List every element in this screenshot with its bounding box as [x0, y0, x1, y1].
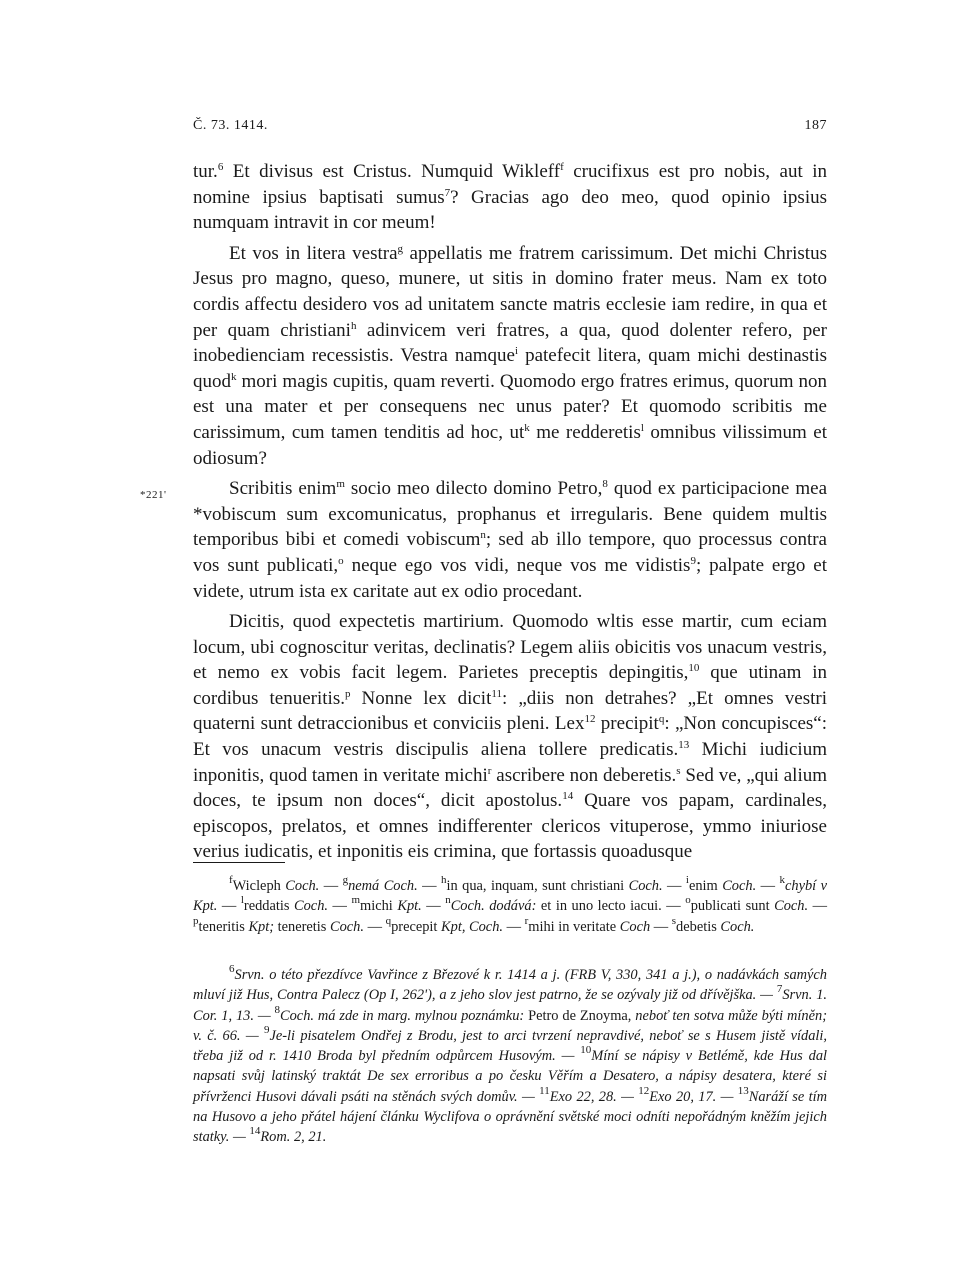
- note-ref: q: [658, 713, 665, 726]
- note-ref: i: [515, 345, 519, 358]
- note-ref: 6: [217, 161, 224, 173]
- note-ref: 11: [491, 687, 502, 700]
- note-ref: s: [676, 764, 681, 777]
- note-ref: r: [487, 764, 492, 777]
- note-ref: m: [336, 478, 345, 491]
- note-ref: 13: [678, 739, 690, 752]
- header-document-number: Č. 73. 1414.: [193, 118, 268, 133]
- paragraph-4: Dicitis, quod expectetis martirium. Quomodo wltis esse martir, cum eciam locum, ubi cognoscitur veritas, declinatis? Legem aliis obicitis vos unacum vestris, et nemo ex vobis facit legem. Parietes preceptis depingitis,$^{10}$ que utinam in cordibus tenueritis.$^p$ Nonne lex dicit$^{11}$: „diis non detrahes? „Et omnes vestri quaterni sunt detraccionibus et conviciis pleni. Lex$^{12}$ precipit$^q$: „Non concupisces“: Et vos unacum vestris discipulis aliena tollere predicatis.$^{13}$ Michi iudicium inponitis, quod tamen in veritate michi$^r$ ascribere non deberetis.$^s$ Sed ve, „qui alium doces, te ipsum non doces“, dicit apostolus.$^{14}$ Quare vos papam, cardinales, episcopos, prelatos, et omnes indifferenter clericos vituperose, ymmo iniuriose verius iudicatis, et inponitis eis crimina, que fortassis quoadusque: [193, 611, 828, 863]
- note-ref: l: [640, 421, 644, 434]
- note-ref: n: [480, 529, 486, 542]
- note-ref: h: [350, 319, 357, 332]
- apparatus-notes: $^f$Wicleph Coch. — $^g$nemá Coch. — $^h$in qua, inquam, sunt christiani Coch. — $^i$enim Coch. — $^k$chybí v Kpt. — $^l$reddatis Coch. — $^m$michi Kpt. — $^n$Coch. dodává: et in uno lecto iacui. — $^o$publicati sunt Coch. — $^p$teneritis Kpt; teneretis Coch. — $^q$precepit Kpt, Coch. — $^r$mihi in veritate Coch — $^s$debetis Coch.: [193, 874, 828, 935]
- paragraph-3: Scribitis enim$^m$ socio meo dilecto domino Petro,$^8$ quod ex participacione mea *vobiscum sum excomunicatus, prophanus et irregularis. Bene quidem multis temporibus bibi et comedi vobiscum$^n$; sed ab illo tempore, quo processus contra vos sunt publicati,$^o$ neque ego vos vidi, neque vos me vidistis$^9$; palpate ergo et videte, utrum ista ex caritate aut ex odio procedant.: [193, 478, 828, 602]
- commentary-notes: [193, 965, 827, 1148]
- paragraph-2: Et vos in litera vestra$^g$ appellatis me fratrem carissimum. Det michi Christus Jesus pro magno, queso, munere, ut sitis in domino frater meus. Nam ex toto cordis affectu desidero vos ad unitatem sancte matris ecclesie iam redire, in qua et per quam christiani$^h$ adinvicem veri fratres, a qua, quod dolenter refero, per inobedienciam recessistis. Vestra namque$^i$ patefecit litera, quam michi destinastis quod$^k$ mori magis cupitis, quam reverti. Quomodo ergo fratres erimus, quorum non est una mater et per consequens nec unus pater? Et quomodo scribitis me carissimum, cum tamen tenditis ad hoc, $ut^k$ me redderetis$^l$ omnibus vilissimum et odiosum?: [193, 242, 828, 469]
- note-ref: k: [524, 421, 530, 434]
- note-ref: p: [344, 687, 351, 700]
- footnote-divider: [193, 862, 285, 863]
- page-number: 187: [804, 118, 827, 133]
- note-ref: 10: [688, 662, 700, 675]
- margin-folio-note: *221': [140, 489, 167, 501]
- note-ref: f: [560, 161, 564, 173]
- commentary-paragraph: $^6$Srvn. o této přezdívce Vavřince z Březové k r. 1414 a j. (FRB V, 330, 341 a j.), o nadávkách samých mluví již Hus, Contra Palecz (Op I, 262'), a z jeho slov jest patrno, že se ozývaly již od dřívějška. — $^7$Srvn. 1. Cor. 1, 13. — $^8$Coch. má zde in marg. mylnou poznámku: Petro de Znoyma, neboť ten sotva může býti míněn; v. č. 66. — $^9$Je-li pisatelem Ondřej z Brodu, jest to arci tvrzení nepravdivé, neboť se s Husem jistě vídali, třeba již od r. 1410 Broda byl předním odpůrcem Husovým. — $^{10}$Míní se nápisy v Betlémě, kde Hus dal napsati svůj latinský traktát De sex erroribus a po česku Věřím a Desatero, a nápisy desatera, které si přívrženci Husovi dávali psáti na stěnách svých domův. — $^{11}$Exo 22, 28. — $^{12}$Exo 20, 17. — $^{13}$Naráží se tím na Husovo a jeho přátel hájení článku Wyclifova o oprávnění světské moci odníti nepořádným kněžím jejich statky. — $^{14}$Rom. 2, 21.: [193, 963, 828, 1146]
- note-ref: 8: [602, 478, 608, 491]
- textual-apparatus: [193, 876, 827, 937]
- main-text: [193, 159, 827, 870]
- note-ref: g: [397, 242, 404, 255]
- paragraph-1: tur.$^6$ Et divisus est Cristus. Numquid Wikleff$^f$ crucifixus est pro nobis, aut in nomine ipsius baptisati sumus$^7$? Gracias ago deo meo, quod opinio ipsius numquam intravit in cor meum!: [193, 161, 827, 234]
- note-ref: k: [231, 370, 237, 383]
- note-ref: 7: [444, 186, 451, 199]
- note-ref: 14: [562, 790, 574, 803]
- note-ref: 9: [690, 554, 696, 567]
- note-ref: 12: [584, 713, 596, 726]
- note-ref: o: [338, 554, 344, 567]
